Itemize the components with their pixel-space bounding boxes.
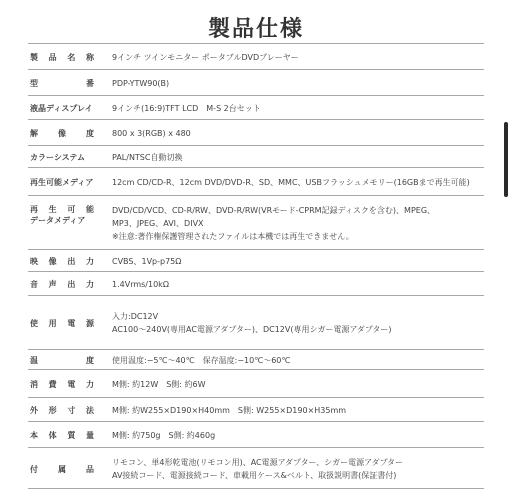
spec-value-line: 使用温度:−5℃〜40℃ 保存温度:−10℃〜60℃ <box>112 356 291 365</box>
spec-label: 再生可能メディア <box>30 178 94 187</box>
spec-value <box>112 51 482 64</box>
spec-value <box>112 102 482 115</box>
spec-value-line: 12cm CD/CD-R、12cm DVD/DVD-R、SD、MMC、USBフラッシュメモリー(16GBまで再生可能) <box>112 178 470 187</box>
spec-value <box>112 204 482 243</box>
spec-label: 温度 <box>30 356 94 365</box>
spec-value <box>112 176 482 189</box>
spec-value-line: 9インチ(16:9)TFT LCD M-S 2台セット <box>112 104 261 113</box>
spec-row <box>28 119 484 145</box>
spec-label-line: データメディア <box>30 216 86 225</box>
spec-label: 使用電源 <box>30 319 94 328</box>
spec-label: 製品名称 <box>30 53 94 62</box>
spec-label: 型番 <box>30 79 94 88</box>
spec-value-line: リモコン、単4形乾電池(リモコン用)、AC電源アダプター、シガー電源アダプター <box>112 458 404 467</box>
spec-value-line: 1.4Vrms/10kΩ <box>112 280 169 289</box>
scrollbar[interactable] <box>504 122 508 197</box>
spec-label: 液晶ディスプレイ <box>30 104 93 113</box>
spec-value-line: 9インチ ツインモニター ポータブルDVDプレーヤー <box>112 53 299 62</box>
spec-row <box>28 295 484 349</box>
spec-value <box>112 456 482 482</box>
spec-row <box>28 349 484 369</box>
spec-label: 外形寸法 <box>30 406 94 415</box>
spec-value-line: MP3、JPEG、AVI、DIVX <box>112 219 204 228</box>
spec-value <box>112 310 482 336</box>
spec-row <box>28 369 484 397</box>
spec-label: 本体質量 <box>30 431 94 440</box>
spec-value-line: PAL/NTSC自動切換 <box>112 153 183 162</box>
spec-value-line: ※注意:著作権保護管理されたファイルは本機では再生できません。 <box>112 232 354 241</box>
spec-value-line: AV接続コード、電源接続コード、車載用ケース&ベルト、取扱説明書(保証書付) <box>112 471 397 480</box>
spec-row <box>28 167 484 195</box>
spec-row <box>28 421 484 447</box>
spec-value-line: AC100〜240V(専用AC電源アダプター)、DC12V(専用シガー電源アダプター) <box>112 325 392 334</box>
spec-value-line: PDP-YTW90(B) <box>112 79 170 88</box>
spec-table <box>28 43 484 489</box>
spec-value-line: CVBS、1Vp-p75Ω <box>112 257 182 266</box>
spec-value <box>112 354 482 367</box>
spec-label: カラーシステム <box>30 153 86 162</box>
spec-value <box>112 429 482 442</box>
spec-label: 消費電力 <box>30 380 94 389</box>
spec-value-line: DVD/CD/VCD、CD-R/RW、DVD-R/RW(VRモード-CPRM記録ディスクを含む)、MPEG、 <box>112 206 436 215</box>
spec-value <box>112 255 482 268</box>
spec-label <box>30 204 94 226</box>
spec-value <box>112 151 482 164</box>
spec-value <box>112 278 482 291</box>
spec-label: 解像度 <box>30 129 94 138</box>
spec-row <box>28 69 484 95</box>
spec-label: 付属品 <box>30 465 94 474</box>
spec-value <box>112 77 482 90</box>
spec-row <box>28 447 484 489</box>
page-title: 製品仕様 <box>207 17 304 42</box>
spec-value-line: M側: 約W255×D190×H40mm S側: W255×D190×H35mm <box>112 406 347 415</box>
spec-row <box>28 95 484 119</box>
spec-value <box>112 378 482 391</box>
spec-value <box>112 127 482 140</box>
spec-label-line: 再生可能 <box>30 205 94 214</box>
spec-row <box>28 271 484 295</box>
spec-row <box>28 145 484 167</box>
spec-row <box>28 195 484 249</box>
spec-value-line: M側: 約12W S側: 約6W <box>112 380 206 389</box>
spec-row <box>28 43 484 69</box>
spec-label: 音声出力 <box>30 280 94 289</box>
spec-row <box>28 397 484 421</box>
spec-value-line: M側: 約750g S側: 約460g <box>112 431 216 440</box>
spec-value-line: 800 x 3(RGB) x 480 <box>112 129 191 138</box>
spec-row <box>28 249 484 271</box>
spec-value-line: 入力:DC12V <box>112 312 159 321</box>
spec-value <box>112 404 482 417</box>
spec-label: 映像出力 <box>30 257 94 266</box>
